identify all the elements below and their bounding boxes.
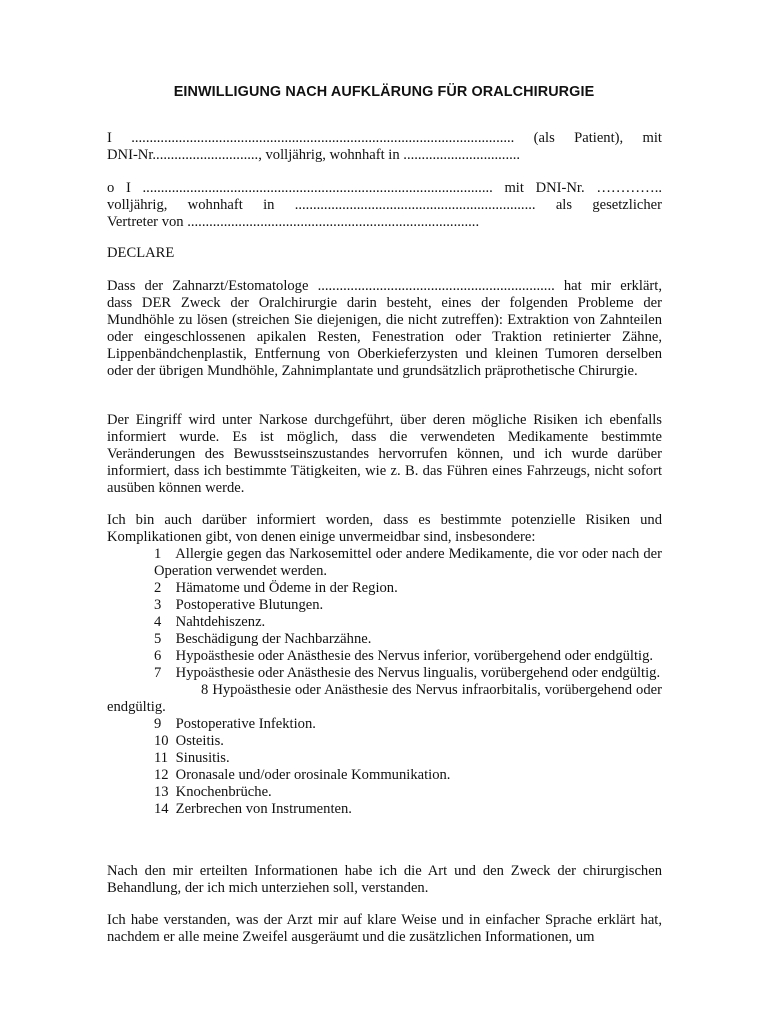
list-item: 1 Allergie gegen das Narkosemittel oder andere Medikamente, die vor oder nach der Operation verwendet werden.: [154, 546, 662, 579]
list-item: 8 Hypoästhesie oder Anästhesie des Nervus infraorbitalis, vorübergehend oder endgültig.: [107, 682, 662, 715]
list-item: 10 Osteitis.: [154, 733, 224, 749]
list-item: 5 Beschädigung der Nachbarzähne.: [154, 631, 372, 647]
representative-line-1: o I ................................................................................................ mit DNI-Nr. …………..: [107, 180, 662, 196]
list-item: 11 Sinusitis.: [154, 750, 230, 766]
representative-line-3: Vertreter von ................................................................................: [107, 214, 480, 230]
list-item: 6 Hypoästhesie oder Anästhesie des Nervus inferior, vorübergehend oder endgültig.: [154, 648, 654, 664]
list-item: 2 Hämatome und Ödeme in der Region.: [154, 580, 398, 596]
paragraph-understanding: Nach den mir erteilten Informationen habe ich die Art und den Zweck der chirurgischen Behandlung, der ich mich unterziehen soll, verstanden.: [107, 863, 662, 896]
list-item: 12 Oronasale und/oder orosinale Kommunikation.: [154, 767, 451, 783]
purpose-text: dass DER Zweck der Oralchirurgie darin besteht, eines der folgenden Probleme der Mundhöhle zu lösen (streichen Sie diejenigen, die nicht zutreffen): Extraktion von Zahnteilen oder eingeschlossenen apikalen Resten, Fenestration oder Traktion retinierter Zähne, Lippenbändchenplastik, Entfernung von Oberkieferzysten und kleinen Tumoren derselben oder der übrigen Mundhöhle, Zahnimplantate und grundsätzlich präprothetische Chirurgie.: [107, 295, 662, 379]
risk-list: [107, 546, 662, 818]
list-item: 9 Postoperative Infektion.: [154, 716, 316, 732]
declare-heading: DECLARE: [107, 245, 175, 261]
patient-line-1: I ......................................................................................................... (als Patient), mit: [107, 130, 662, 146]
document-title: EINWILLIGUNG NACH AUFKLÄRUNG FÜR ORALCHIRURGIE: [173, 84, 595, 100]
paragraph-explanation: Ich habe verstanden, was der Arzt mir auf klare Weise und in einfacher Sprache erklärt hat, nachdem er alle meine Zweifel ausgeräumt und die zusätzlichen Informationen, um: [107, 912, 662, 945]
patient-section: [107, 130, 662, 164]
representative-line-2: volljährig, wohnhaft in .................................................................. als gesetzlicher: [107, 197, 662, 213]
paragraph-anesthesia: Der Eingriff wird unter Narkose durchgeführt, über deren mögliche Risiken ich ebenfalls informiert wurde. Es ist möglich, dass die verwendeten Medikamente bestimmte Veränderungen des Bewusstseinszustandes hervorrufen können, und ich wurde darüber informiert, dass ich bestimmte Tätigkeiten, wie z. B. das Führen eines Fahrzeugs, nicht sofort ausüben können werde.: [107, 412, 662, 496]
list-item: 4 Nahtdehiszenz.: [154, 614, 266, 630]
paragraph-risks-intro: Ich bin auch darüber informiert worden, dass es bestimmte potenzielle Risiken und Komplikationen gibt, von denen einige unvermeidbar sind, insbesondere:: [107, 512, 662, 545]
list-item: 3 Postoperative Blutungen.: [154, 597, 324, 613]
paragraph-purpose: [107, 278, 662, 380]
list-item: 13 Knochenbrüche.: [154, 784, 272, 800]
representative-section: [107, 180, 662, 231]
purpose-first-line: Dass der Zahnarzt/Estomatologe ................................................................. hat mir erklärt,: [107, 278, 662, 294]
list-item: 7 Hypoästhesie oder Anästhesie des Nervus lingualis, vorübergehend oder endgültig.: [154, 665, 661, 681]
list-item: 14 Zerbrechen von Instrumenten.: [154, 801, 352, 817]
patient-line-2: DNI-Nr............................., volljährig, wohnhaft in ................................: [107, 147, 521, 163]
